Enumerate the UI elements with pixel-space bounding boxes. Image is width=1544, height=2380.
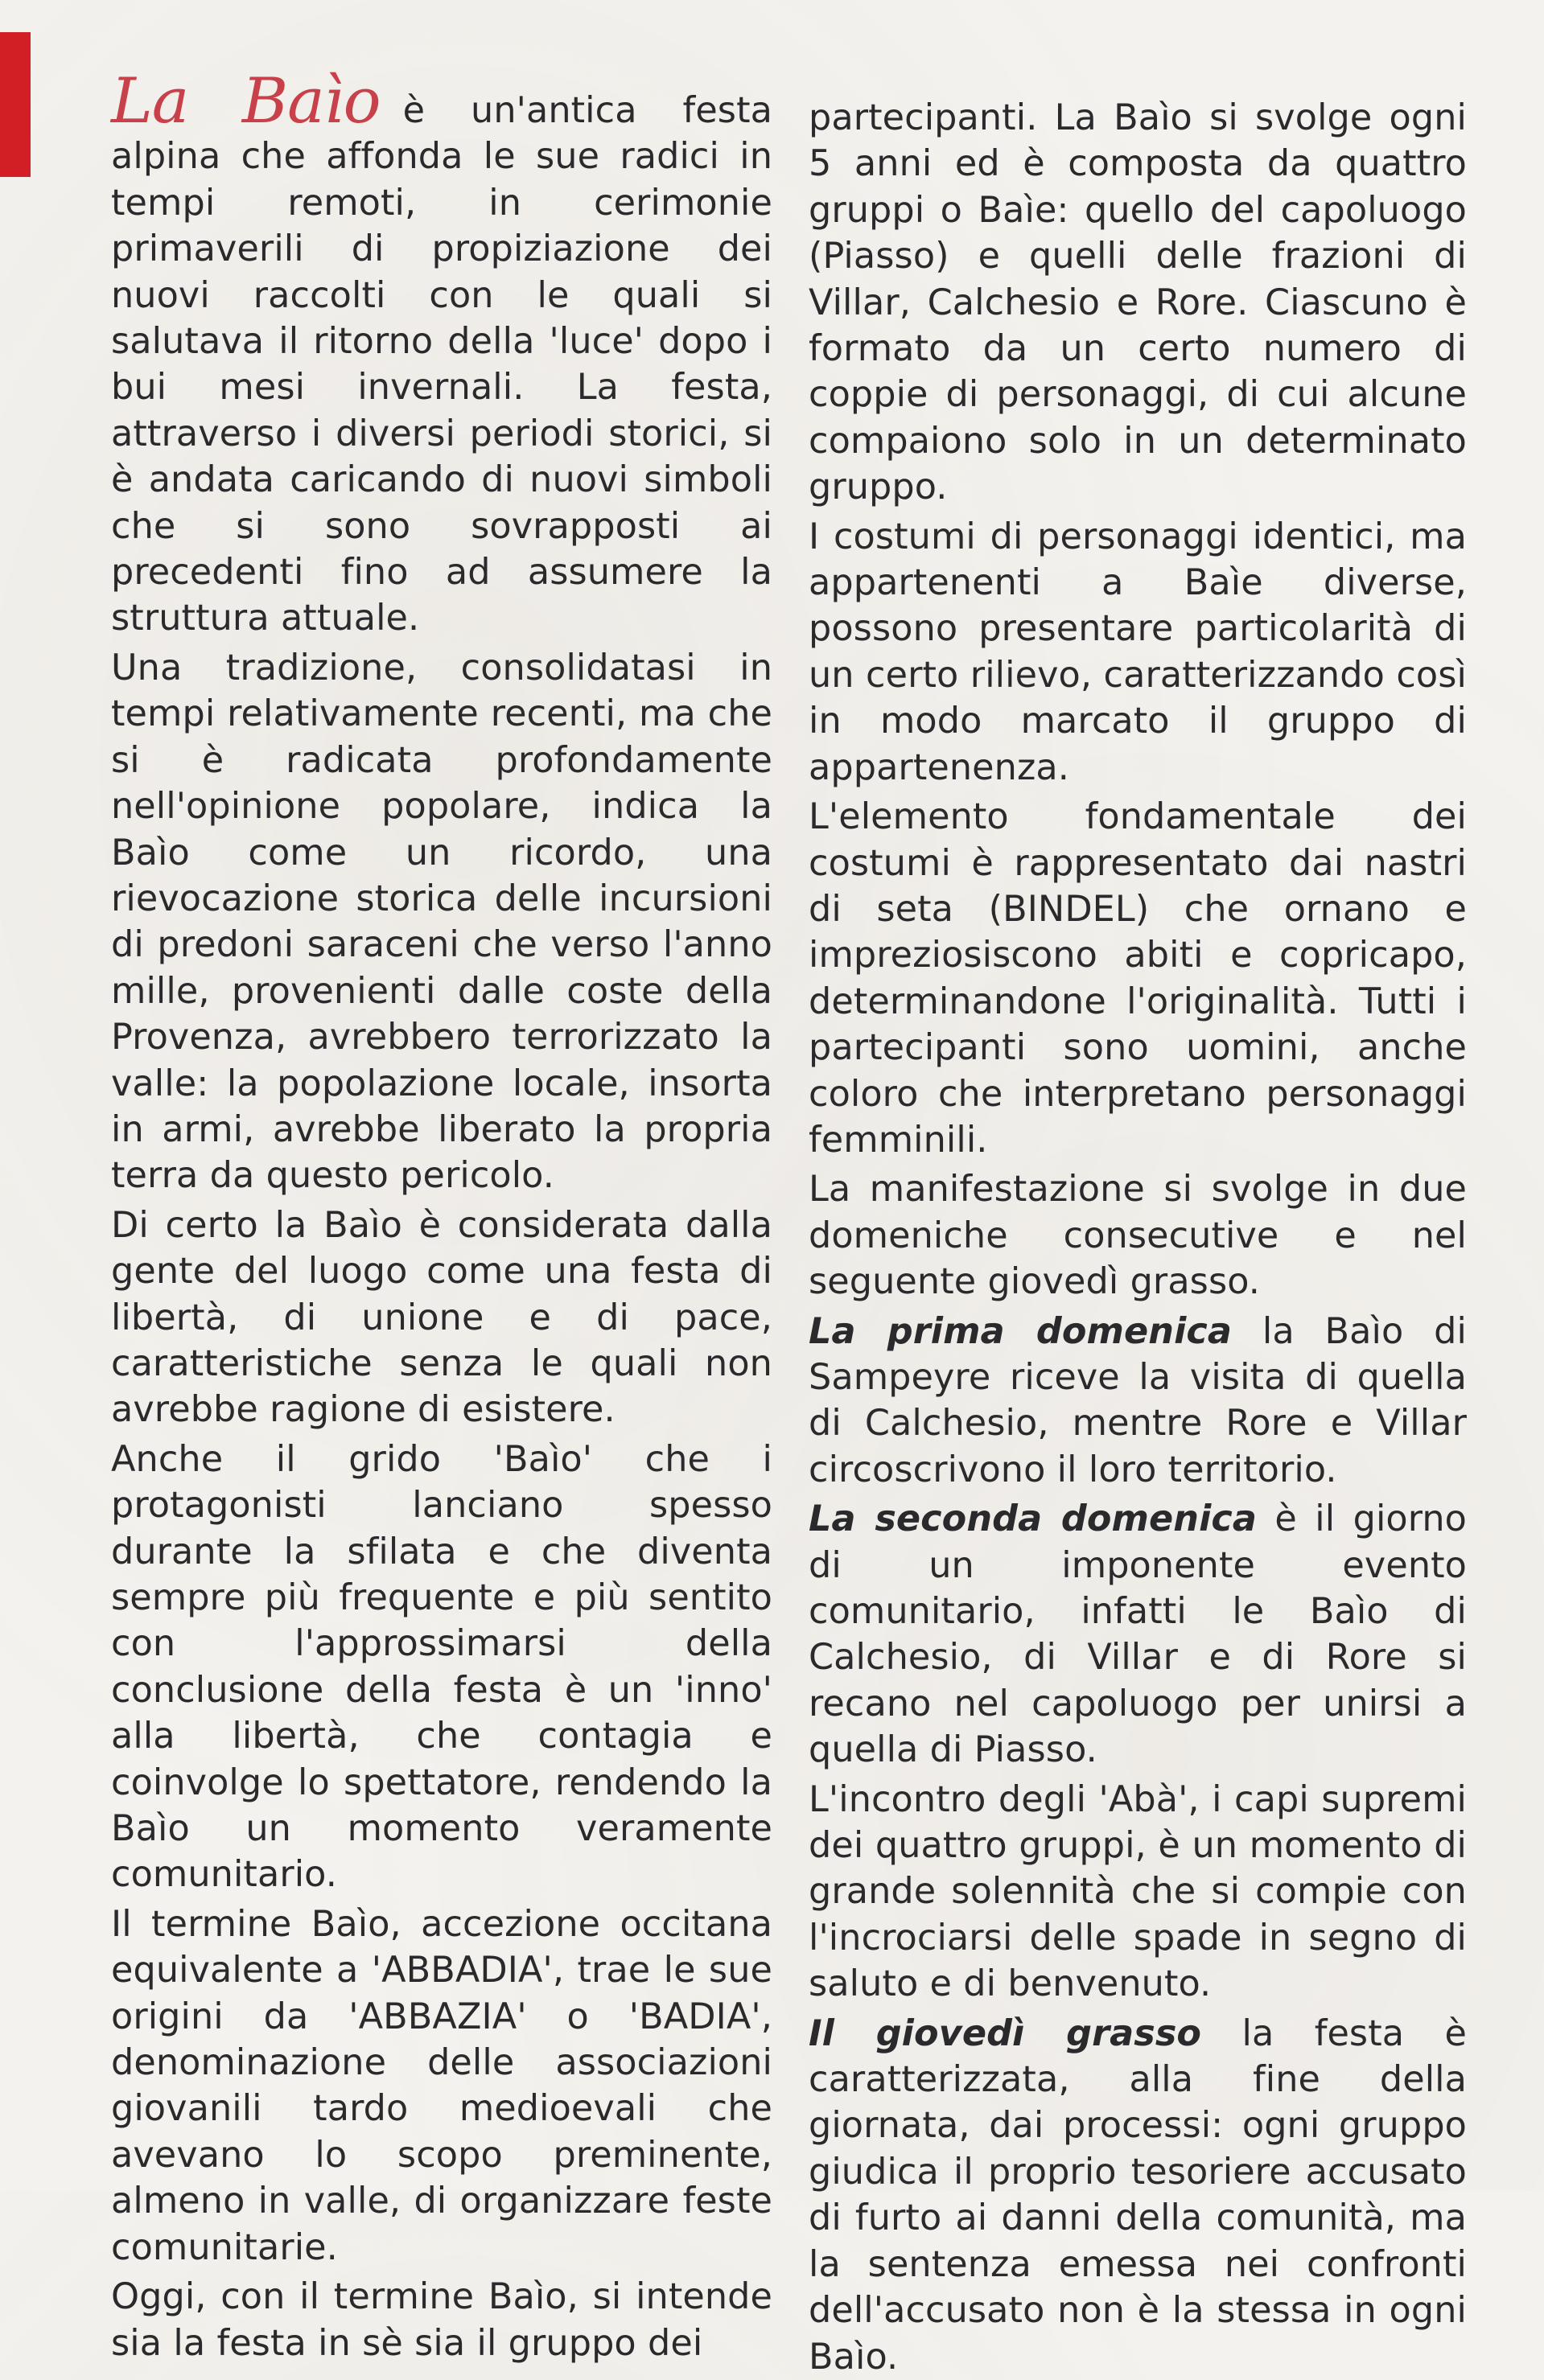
right-column (809, 95, 1467, 2380)
paragraph-text: è un'antica festa alpina che affonda le sue radici in tempi remoti, in cerimonie primaverili di propiziazione dei nuovi raccolti con le quali si salutava il ritorno della 'luce' dopo i bui mesi invernali. La festa, attraverso i diversi periodi storici, si è andata caricando di nuovi simboli che si sono sovrapposti ai precedenti fino ad assumere la struttura attuale. (111, 90, 772, 639)
paragraph-today: Oggi, con il termine Baìo, si intende sia la festa in sè sia il gruppo dei (111, 2276, 772, 2364)
paragraph-intro (111, 65, 772, 642)
lead-first-sunday: La prima domenica (809, 1310, 1233, 1352)
paragraph-text: è il giorno di un imponente evento comunitario, infatti le Baìo di Calchesio, di Villar e di Rore si recano nel capoluogo per unirsi a quella di Piasso. (809, 1498, 1467, 1771)
paragraph-tradition: Una tradizione, consolidatasi in tempi relativamente recenti, ma che si è radicata profondamente nell'opinione popolare, indica la Baìo come un ricordo, una rievocazione storica delle incursioni di predoni saraceni che verso l'anno mille, provenienti dalle coste della Provenza, avrebbero terrorizzato la valle: la popolazione locale, insorta in armi, avrebbe liberato la propria terra da questo pericolo. (111, 647, 772, 1197)
paragraph-thursday (809, 2011, 1467, 2380)
paragraph-aba: L'incontro degli 'Abà', i capi supremi dei quattro gruppi, è un momento di grande solennità che si compie con l'incrociarsi delle spade in segno di saluto e di benvenuto. (809, 1778, 1467, 2005)
paragraph-term: Il termine Baìo, accezione occitana equivalente a 'ABBADIA', trae le sue origini da 'ABBAZIA' o 'BADIA', denominazione delle associazioni giovanili tardo medioevali che avevano lo scopo preminente, almeno in valle, di organizzare feste comunitarie. (111, 1903, 772, 2268)
left-column (111, 65, 772, 2366)
paragraph-costumes: I costumi di personaggi identici, ma appartenenti a Baìe diverse, possono presentare particolarità di un certo rilievo, caratterizzando così in modo marcato il gruppo di appartenenza. (809, 516, 1467, 788)
paragraph-text: la festa è caratterizzata, alla fine della giornata, dai processi: ogni gruppo giudica il proprio tesoriere accusato di furto ai danni della comunità, ma la sentenza emessa nei confronti dell'accusato non è la stessa in ogni Baìo. (809, 2012, 1467, 2378)
lead-thursday: Il giovedì grasso (809, 2012, 1202, 2054)
paragraph-second-sunday (809, 1496, 1467, 1773)
paragraph-schedule: La manifestazione si svolge in due domeniche consecutive e nel seguente giovedì grasso. (809, 1169, 1467, 1303)
paragraph-cry: Anche il grido 'Baìo' che i protagonisti lanciano spesso durante la sfilata e che diventa sempre più frequente e più sentito con l'approssimarsi della conclusione della festa è un 'inno' alla libertà, che contagia e coinvolge lo spettatore, rendendo la Baìo un momento veramente comunitario. (111, 1438, 772, 1896)
paragraph-freedom: Di certo la Baìo è considerata dalla gente del luogo come una festa di libertà, di unione e di pace, caratteristiche senza le quali non avrebbe ragione di esistere. (111, 1204, 772, 1431)
paragraph-first-sunday (809, 1309, 1467, 1494)
article-title: La Baìo (111, 65, 381, 138)
red-margin-bar (0, 32, 31, 177)
paragraph-ribbons: L'elemento fondamentale dei costumi è rappresentato dai nastri di seta (BINDEL) che ornano e impreziosiscono abiti e copricapo, determinandone l'originalità. Tutti i partecipanti sono uomini, anche coloro che interpretano personaggi femminili. (809, 796, 1467, 1161)
lead-second-sunday: La seconda domenica (809, 1498, 1258, 1540)
paragraph-text: la Baìo di Sampeyre riceve la visita di quella di Calchesio, mentre Rore e Villar circoscrivono il loro territorio. (809, 1310, 1467, 1490)
paragraph-participants: partecipanti. La Baìo si svolge ogni 5 anni ed è composta da quattro gruppi o Baìe: quello del capoluogo (Piasso) e quelli delle frazioni di Villar, Calchesio e Rore. Ciascuno è formato da un certo numero di coppie di personaggi, di cui alcune compaiono solo in un determinato gruppo. (809, 97, 1467, 508)
